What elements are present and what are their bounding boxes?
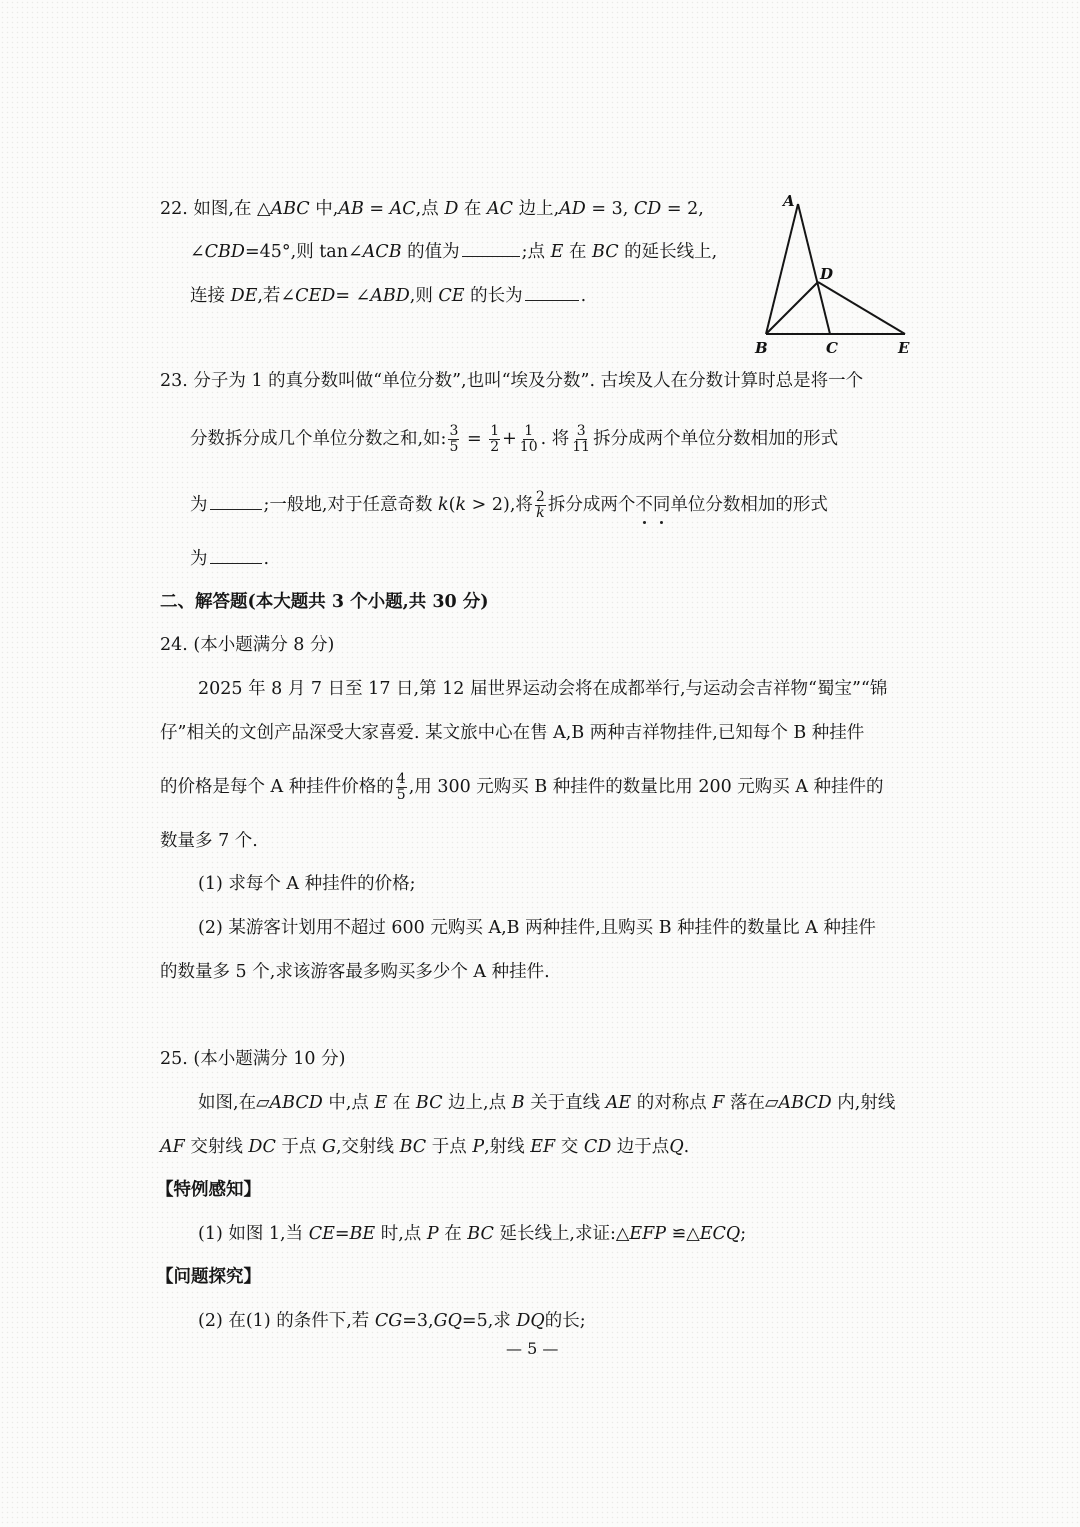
numerator: 1 [490,423,500,439]
q22-text: E [550,242,564,262]
q25-para-2 [160,1135,689,1159]
q25-text: 中,点 [322,1093,375,1113]
q25-sub-2 [198,1309,586,1333]
q23-blank-2[interactable] [210,547,262,564]
q23-line-4 [190,547,269,571]
q22-text: CED [295,286,336,306]
q23-text: 单位分数相加的形式 [670,495,828,515]
denominator: 2 [490,439,500,455]
label-d: D [820,265,834,283]
denominator: k [536,505,545,521]
q22-blank-2[interactable] [525,284,579,301]
fraction-1-10 [519,424,539,455]
q25-text: P [426,1224,439,1244]
q25-text: B [511,1093,525,1113]
q25-text: 关于直线 [524,1093,606,1113]
fraction-4-5 [396,772,407,803]
q22-text: = 3, [585,199,634,219]
q25-text: DQ [516,1311,545,1331]
q25-text: ECQ [699,1224,741,1244]
q22-text: 22. 如图,在 △ [160,199,271,219]
q22-text: 的长为 [464,286,523,306]
q25-text: 的长; [544,1311,586,1331]
q25-text: ABCD [778,1093,832,1113]
q25-sub-1 [198,1222,746,1246]
q22-text: 中, [309,199,339,219]
q25-text: (2) 在(1) 的条件下,若 [198,1311,375,1331]
label-b: B [755,339,768,357]
q22-text: AB [338,199,364,219]
q24-text: 的价格是每个 A 种挂件价格的 [160,777,394,797]
q25-text: 落在▱ [724,1093,779,1113]
q25-text: CD [583,1137,612,1157]
q25-text: 边上,点 [442,1093,512,1113]
q25-text: 于点 [426,1137,473,1157]
fraction-1-2 [489,424,500,455]
q24-sub-2: (2) 某游客计划用不超过 600 元购买 A,B 两种挂件,且购买 B 种挂件的数量比 A 种挂件 [198,918,876,938]
q25-text: ,交射线 [335,1137,400,1157]
q25-heading: 25. (本小题满分 10 分) [160,1049,346,1069]
q25-text: Q [669,1137,684,1157]
label-c: C [826,339,838,357]
triangle-figure [745,190,925,360]
numerator: 3 [576,423,586,439]
q25-text: 交 [555,1137,584,1157]
q24-para-4: 数量多 7 个. [160,831,258,851]
q25-text: EFP [629,1224,667,1244]
q22-text: ∠ [190,242,205,262]
section-heading: 二、解答题(本大题共 3 个小题,共 30 分) [160,592,489,612]
q25-text: = [334,1224,350,1244]
q25-text: F [712,1093,725,1113]
q23-line-3 [190,490,828,521]
q23-text: = [461,429,488,449]
q24-heading: 24. (本小题满分 8 分) [160,635,335,655]
q22-text: 连接 [190,286,231,306]
q25-text: 于点 [275,1137,322,1157]
q25-text: 的对称点 [631,1093,713,1113]
q25-text: ≌△ [666,1224,700,1244]
q25-text: BE [349,1224,376,1244]
emphasis-char: 同 [652,495,671,515]
q22-text: 边上, [513,199,560,219]
q25-text: E [374,1093,388,1113]
q25-text: ABCD [269,1093,323,1113]
q25-text: GQ [433,1311,462,1331]
q25-text: 交射线 [184,1137,249,1157]
q25-para-1 [198,1091,895,1115]
q24-para-2: 仔”相关的文创产品深受大家喜爱. 某文旅中心在售 A,B 两种吉祥物挂件,已知每个 B 种挂件 [160,723,865,743]
q24-para-1: 2025 年 8 月 7 日至 17 日,第 12 届世界运动会将在成都举行,与运动会吉祥物“蜀宝”“锦 [198,679,888,699]
q23-text: k [455,495,467,515]
q23-text: + [502,429,517,449]
q22-text: ABC [270,199,310,219]
numerator: 2 [535,489,545,505]
numerator: 1 [524,423,534,439]
q22-text: AC [486,199,514,219]
q22-line-2 [190,240,717,264]
q22-blank-1[interactable] [462,240,520,257]
q25-text: ,射线 [484,1137,531,1157]
denominator: 5 [396,787,406,803]
segment-ab [766,204,798,334]
q22-text: 的延长线上, [618,242,718,262]
q23-text: 23. 分子为 1 的真分数叫做“单位分数”,也叫“埃及分数”. 古埃及人在分数计算时总是将一个 [160,371,864,391]
q22-text: = ∠ [335,286,371,306]
q25-text: 时,点 [375,1224,427,1244]
q25-text: 在 [387,1093,416,1113]
q23-text: . 将 [540,429,570,449]
q25-text: BC [415,1093,443,1113]
q23-line-2 [190,424,838,455]
fraction-3-5 [448,424,459,455]
emphasis-char: 不 [635,495,653,515]
q22-line-1 [160,197,704,221]
q23-text: > 2),将 [466,495,533,515]
q22-text: ABD [370,286,410,306]
q23-text: 拆分成两个单位分数相加的形式 [593,429,839,449]
q23-text: . [263,549,270,569]
q22-text: 在 [458,199,487,219]
q22-text: ,若∠ [257,286,296,306]
q25-text: AF [160,1137,185,1157]
q25-text: =3, [402,1311,434,1331]
q25-text: 在 [438,1224,468,1244]
q25-text: 延长线上,求证:△ [493,1224,630,1244]
denominator: 5 [449,439,459,455]
q22-text: DE [230,286,258,306]
q22-text: BC [592,242,619,262]
q22-line-3 [190,284,586,308]
label-a: A [783,192,795,210]
q23-text: ( [448,495,456,515]
q24-sub-1: (1) 求每个 A 种挂件的价格; [198,874,416,894]
q22-text: CD [633,199,662,219]
q22-text: ACB [362,242,402,262]
q25-text: BC [467,1224,494,1244]
q23-text: k [438,495,449,515]
tag-special-case: 【特例感知】 [156,1180,261,1200]
q24-sub-2b: 的数量多 5 个,求该游客最多购买多少个 A 种挂件. [160,962,550,982]
q22-text: = [363,199,390,219]
q25-text: CE [308,1224,335,1244]
q22-text: AD [559,199,586,219]
page-number: — 5 — [506,1339,559,1358]
fraction-2-k [535,490,546,521]
q23-text: 分数拆分成几个单位分数之和,如: [190,429,447,449]
q22-text: AC [389,199,416,219]
denominator: 10 [519,439,538,455]
q23-text: 为 [190,495,208,515]
q22-text: ,则 [409,286,439,306]
numerator: 4 [396,771,406,787]
q23-text: 拆分成两个 [547,495,636,515]
q22-text: 的值为 [401,242,460,262]
q22-text: =45°,则 tan∠ [244,242,363,262]
segment-de [818,282,905,334]
q25-text: DC [248,1137,276,1157]
q22-text: . [580,286,587,306]
tag-problem-explore: 【问题探究】 [156,1267,261,1287]
q23-line-1 [160,369,863,393]
q25-text: AE [605,1093,632,1113]
q22-text: = 2, [661,199,704,219]
q23-text: 为 [190,549,208,569]
q25-text: CG [374,1311,403,1331]
label-e: E [898,339,910,357]
q25-text: BC [399,1137,427,1157]
q25-text: EF [530,1137,556,1157]
q22-text: ,点 [415,199,445,219]
q25-text: (1) 如图 1,当 [198,1224,309,1244]
q23-text: ;一般地,对于任意奇数 [263,495,439,515]
segment-bd [766,282,818,334]
q22-text: CBD [204,242,245,262]
q25-text: 内,射线 [831,1093,896,1113]
q25-text: 边于点 [611,1137,670,1157]
q22-text: CE [438,286,465,306]
q25-text: =5,求 [461,1311,517,1331]
numerator: 3 [449,423,459,439]
q23-blank-1[interactable] [210,493,262,510]
q22-text: ;点 [521,242,551,262]
denominator: 11 [572,439,591,455]
q22-text: 在 [563,242,593,262]
q25-text: . [683,1137,690,1157]
q25-text: 如图,在▱ [198,1093,270,1113]
q24-text: ,用 300 元购买 B 种挂件的数量比用 200 元购买 A 种挂件的 [408,777,884,797]
q25-text: G [321,1137,336,1157]
q22-text: D [444,199,459,219]
q25-text: P [472,1137,485,1157]
q24-para-3 [160,772,884,803]
q25-text: ; [740,1224,747,1244]
fraction-3-11 [571,424,591,455]
